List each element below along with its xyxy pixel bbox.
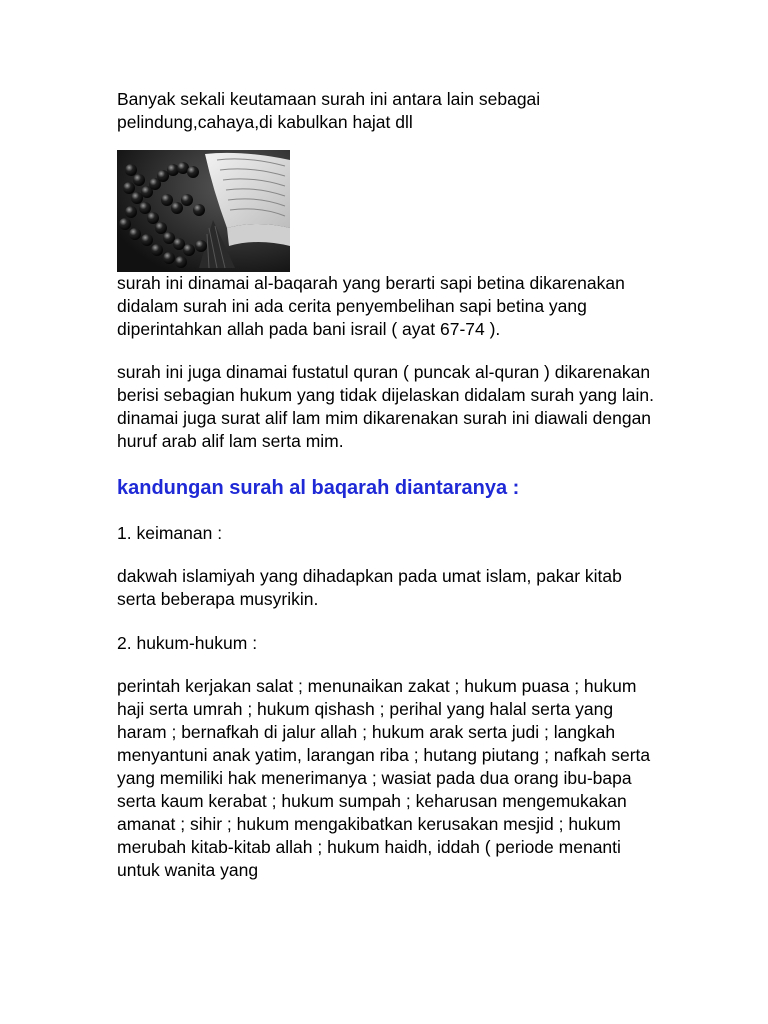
section-heading: kandungan surah al baqarah diantaranya : (117, 477, 520, 499)
intro-paragraph: Banyak sekali keutamaan surah ini antara lain sebagai pelindung,cahaya,di kabulkan hajat dll (117, 89, 541, 132)
item-2-label: 2. hukum-hukum : (117, 633, 258, 653)
document-page (117, 88, 662, 882)
item-1-text: dakwah islamiyah yang dihadapkan pada umat islam, pakar kitab serta beberapa musyrikin. (117, 566, 622, 609)
quran-with-prayer-beads-photo (117, 150, 290, 272)
item-1-label: 1. keimanan : (117, 523, 223, 543)
name-paragraph: surah ini dinamai al-baqarah yang berarti sapi betina dikarenakan didalam surah ini ada cerita penyembelihan sapi betina yang diperintahkan allah pada bani israil ( ayat 67-74 ). (117, 273, 625, 339)
fustat-paragraph: surah ini juga dinamai fustatul quran ( puncak al-quran ) dikarenakan berisi sebagian hukum yang tidak dijelaskan didalam surah yang lain. dinamai juga surat alif lam mim dikarenakan surah ini diawali dengan huruf arab alif lam serta mim. (117, 362, 654, 451)
item-2-text: perintah kerjakan salat ; menunaikan zakat ; hukum puasa ; hukum haji serta umrah ; hukum qishash ; perihal yang halal serta yang haram ; bernafkah di jalur allah ; hukum arak serta judi ; langkah menyantuni anak yatim, larangan riba ; hutang piutang ; nafkah serta yang memiliki hak menerimanya ; wasiat pada dua orang ibu-bapa serta kaum kerabat ; hukum sumpah ; keharusan mengemukakan amanat ; sihir ; hukum mengakibatkan kerusakan mesjid ; hukum merubah kitab-kitab allah ; hukum haidh, iddah ( periode menanti untuk wanita yang (117, 676, 651, 880)
quran-photo-icon (117, 150, 290, 272)
